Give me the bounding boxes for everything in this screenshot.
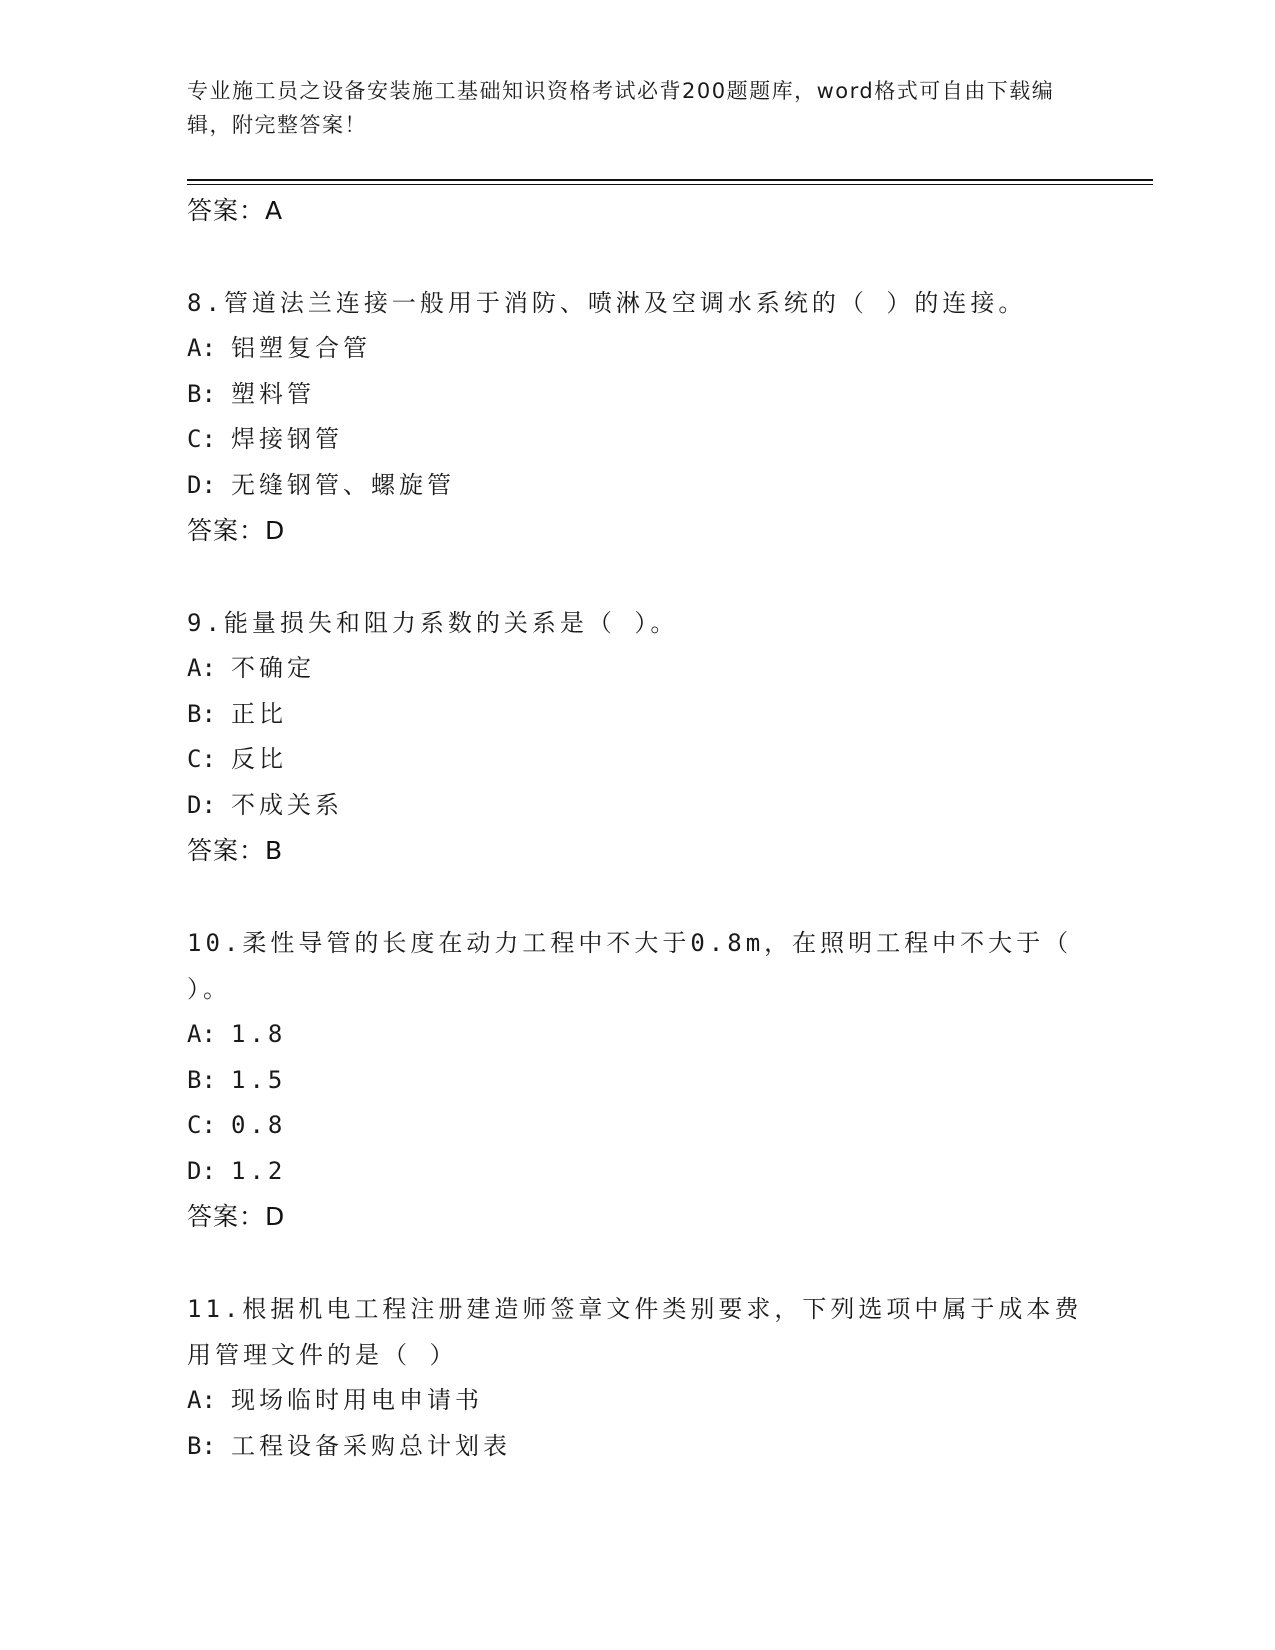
option-label: B: [187, 379, 216, 408]
option-b [187, 372, 1087, 418]
option-a [187, 646, 1087, 692]
option-a [187, 1378, 1087, 1424]
option-label: D: [187, 790, 216, 819]
option-text: 1.2 [231, 1156, 287, 1185]
option-label: C: [187, 745, 216, 773]
option-label: D: [187, 470, 216, 499]
document-header [187, 74, 1067, 142]
header-divider-thick [187, 179, 1153, 181]
question-answer: 答案：B [187, 836, 284, 865]
option-a [187, 326, 1087, 372]
option-text: 工程设备采购总计划表 [231, 1431, 511, 1460]
question-answer: 答案：D [187, 1202, 286, 1231]
question-block [187, 600, 1087, 874]
option-text: 塑料管 [231, 379, 315, 408]
option-label: A: [187, 1386, 216, 1414]
option-text: 不确定 [231, 654, 315, 682]
question-block [187, 920, 1087, 1240]
option-c [187, 417, 1087, 463]
option-text: 焊接钢管 [231, 425, 343, 453]
option-label: C: [187, 425, 216, 453]
option-label: B: [187, 1431, 216, 1460]
option-b [187, 1424, 1087, 1470]
option-label: A: [187, 654, 216, 682]
question-stem: 9.能量损失和阻力系数的关系是（ ）。 [187, 609, 679, 637]
question-stem: 11.根据机电工程注册建造师签章文件类别要求，下列选项中属于成本费用管理文件的是（ ） [187, 1295, 1083, 1369]
option-label: B: [187, 699, 216, 728]
header-divider-thin [187, 184, 1153, 185]
option-text: 无缝钢管、螺旋管 [231, 470, 455, 499]
option-a [187, 1012, 1087, 1058]
option-label: C: [187, 1111, 216, 1139]
question-block [187, 280, 1087, 554]
option-text: 正比 [231, 699, 287, 728]
option-d [187, 783, 1087, 829]
option-c [187, 1103, 1087, 1149]
option-d [187, 463, 1087, 509]
option-text: 1.8 [231, 1020, 287, 1048]
option-text: 反比 [231, 745, 287, 773]
option-b [187, 1058, 1087, 1104]
option-label: B: [187, 1065, 216, 1094]
header-title: 专业施工员之设备安装施工基础知识资格考试必背200题题库，word格式可自由下载编辑，附完整答案！ [187, 79, 1055, 137]
question-list [187, 188, 1087, 1469]
question-stem: 8.管道法兰连接一般用于消防、喷淋及空调水系统的（ ）的连接。 [187, 289, 1027, 317]
option-text: 不成关系 [231, 790, 343, 819]
previous-answer: 答案：A [187, 196, 284, 225]
question-stem: 10.柔性导管的长度在动力工程中不大于0.8m，在照明工程中不大于（ ）。 [187, 929, 1073, 1003]
option-text: 1.5 [231, 1065, 287, 1094]
option-text: 现场临时用电申请书 [231, 1386, 483, 1414]
option-text: 0.8 [231, 1111, 287, 1139]
option-d [187, 1149, 1087, 1195]
option-b [187, 692, 1087, 738]
option-c [187, 737, 1087, 783]
option-text: 铝塑复合管 [231, 334, 371, 362]
option-label: A: [187, 1020, 216, 1048]
question-answer: 答案：D [187, 516, 286, 545]
option-label: D: [187, 1156, 216, 1185]
option-label: A: [187, 334, 216, 362]
question-block [187, 1286, 1087, 1469]
